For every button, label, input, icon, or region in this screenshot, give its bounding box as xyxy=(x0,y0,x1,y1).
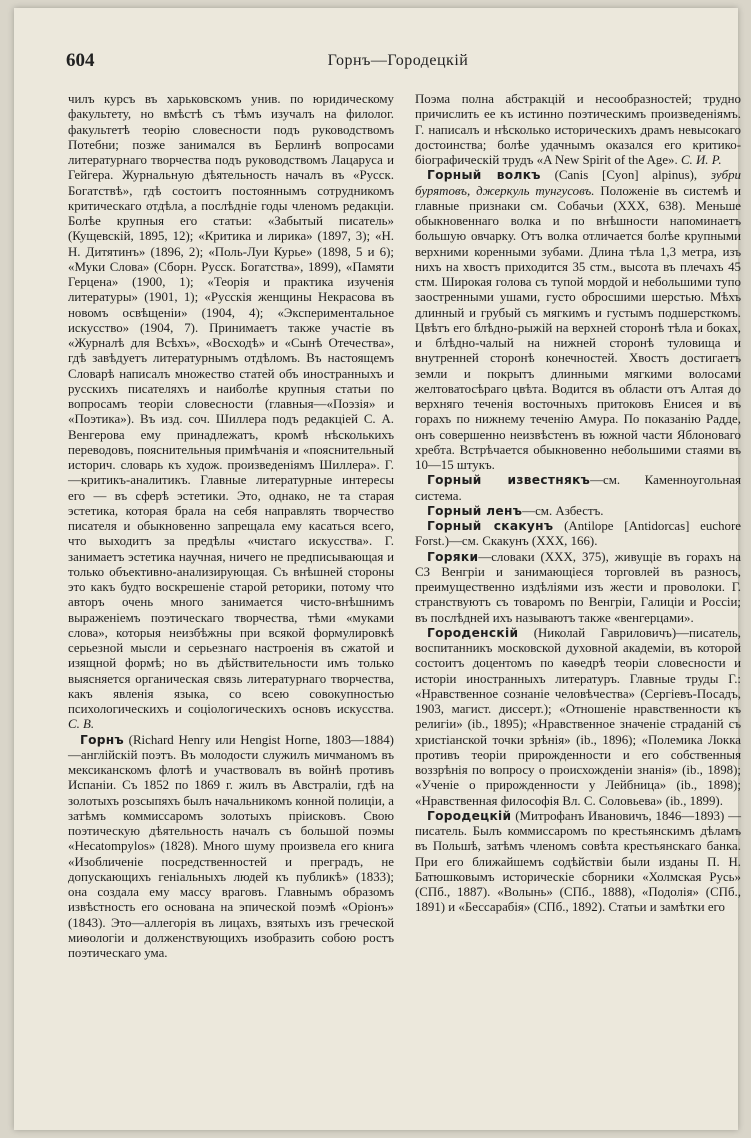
entry-gorodenskii xyxy=(415,626,741,809)
entry-text: —см. Каменноугольная система. xyxy=(415,473,741,503)
article-text: чилъ курсъ въ харьковскомъ унив. по юридическому факультету, но вмѣстѣ съ тѣмъ изучалъ на филолог. факультетѣ теорію словесности подъ руководствомъ Потебни; позже занимался въ Берлинѣ вопросами литературнаго творчества подъ руководствомъ Лацаруса и Гейгера. Журнальную дѣятельность началъ въ «Русск. Богатствѣ», гдѣ состоитъ постояннымъ сотрудникомъ критическаго отдѣла, а послѣдніе годы членомъ редакціи. Болѣе крупныя его статьи: «Забытый писатель» (Кущевскій, 1895, 12); «Критика и лирика» (1897, 3); «Н. Н. Дитятинъ» (1896, 2); «Поль-Луи Курье» (1898, 5 и 6); «Муки Слова» (Сборн. Русск. Богатства», 1899), «Памяти Герцена» (1900, 1); «Теорія и практика изученія литературы» (1901, 1); «Русскія женщины Некрасова въ новомъ освѣщеніи» (1904, 4); «Экспериментальное искусство» (1904, 7). Принимаетъ также участіе въ «Журналѣ для Всѣхъ», «Восходѣ» и «Сынѣ Отечества», гдѣ завѣдуетъ литературнымъ отдѣломъ. Въ настоящемъ Словарѣ написалъ множество статей объ иностранныхъ и русскихъ писателяхъ и наиболѣе крупныя статьи по вопросамъ теоріи словесности (главныя—«Поэзія» и «Поэтика»). Въ изд. соч. Шиллера подъ редакціей С. А. Венгерова ему принадлежатъ, кромѣ нѣсколькихъ переводовъ, пояснительныя примѣчанія и «пояснительный историч. словарь къ худож. произведеніямъ Шиллера». Г.—критикъ-аналитикъ. Главные литературные интересы его — въ сферѣ эстетики. Это, однако, не та старая эстетика, которая брала на себя направлять творчество писателя и обыкновенно запрещала ему касаться всего, что выходитъ за предѣлы «чистаго искусства». Г. занимаетъ эстетика научная, ничего не предписывающая и только объективно-анализирующая. Съ внѣшней стороны это какъ будто воскрешеніе старой реторики, потому что авторъ очень много занимается чисто-внѣшнимъ выраженіемъ поэтическаго творчества, тѣми «муками слова», которыя неизбѣжны при всякой формулировкѣ серьезной мысли и серьезнаго настроенія въ сжатой и изящной формѣ; но въ дѣйствительности имъ только выясняется органическая связь литературнаго творчества, какъ явленія языка, со всею совокупностью психологическихъ и соціологическихъ основъ искусства. xyxy=(68,92,394,716)
entry-gornyi-skakun xyxy=(415,519,741,550)
entry-gornyi-len xyxy=(415,504,741,519)
entry-text: Положеніе въ системѣ и главные признаки см. Собачьи (XXX, 638). Меньше обыкновеннаго волка и по внѣшности напоминаетъ большую овчарку. Отъ волка отличается болѣе крупными верхними коренными зубами. Длина тѣла 1,3 метра, изъ нихъ на хвостъ приходится 35 стм., высота въ плечахъ 45 стм. Широкая голова съ тупой мордой и небольшими тупо заостренными ушами, густо обросшими шерстью. Мѣхъ длинный и грубый съ мягкимъ и густымъ подшерсткомъ. Цвѣтъ его блѣдно-рыжій на верхней сторонѣ тѣла и боках, и блѣдно-чалый на нижней сторонѣ туловища и внутренней сторонѣ конечностей. Хвостъ достигаетъ земли и покрытъ длинными мягкими волосами желтоватосѣраго цвѣта. Водится въ области отъ Алтая до верхняго теченія восточныхъ притоковъ Енисея и въ горахъ по нижнему теченію Амура. По показанію Радде, онъ совершенно неизвѣстенъ въ южной части Яблоноваго хребта. Встрѣчается обыкновенно небольшими стаями въ 10—15 штукъ. xyxy=(415,183,741,472)
author-signature: С. В. xyxy=(68,717,95,732)
headword: Горный ленъ xyxy=(427,503,523,518)
author-signature: С. И. Р. xyxy=(680,153,722,167)
entry-text: —словаки (XXX, 375), живущіе въ горахъ на СЗ Венгріи и занимающіеся торговлей въ разносъ, преимущественно издѣліями изъ жести и проволоки. Г. странствуютъ съ товаромъ по Венгріи, Галиціи и Россіи; въ послѣдней ихъ называютъ также «венгерцами». xyxy=(415,549,741,625)
entry-gornyi-volk xyxy=(415,168,741,473)
headword: Горнъ xyxy=(80,732,124,747)
page-number: 604 xyxy=(66,50,95,71)
article-continuation xyxy=(415,92,741,168)
article-continuation xyxy=(68,92,394,733)
headword: Горяки xyxy=(427,549,479,564)
headword: Горный известнякъ xyxy=(427,473,591,488)
entry-gorn xyxy=(68,733,394,962)
entry-text: —см. Азбестъ. xyxy=(522,503,604,518)
entry-text: (Richard Henry или Hengist Horne, 1803—1884)—англійскій поэтъ. Въ молодости служилъ мичманомъ въ мексиканскомъ флотѣ и участвовалъ въ войнѣ противъ Испаніи. Съ 1852 по 1869 г. жилъ въ Австраліи, гдѣ на золотыхъ розсыпяхъ былъ начальникомъ конной полиціи, а затѣмъ коммиссаромъ золотыхъ пріисковъ. Свою поэтическую дѣятельность началъ съ большой поэмы «Hecatompylos» (1828). Много шуму произвела его книга «Изобличеніе посредственностей и преградъ, не допускающихъ геніальныхъ людей къ публикѣ» (1833); она создала ему массу враговъ. Главнымъ образомъ извѣстность его основана на эпической поэмѣ «Оріонъ» (1843). Это—аллегорія въ лицахъ, взятыхъ изъ греческой миѳологіи и долженствующихъ изобразить собою ростъ поэтическаго ума. xyxy=(68,732,394,960)
entry-text: (Antilope [Antidorcas] euchore Forst.)—см. Скакунъ (XXX, 166). xyxy=(415,519,741,549)
page-header xyxy=(66,50,730,76)
entry-gornyi-izvestniak xyxy=(415,473,741,504)
headword: Городецкій xyxy=(427,808,512,823)
right-column xyxy=(415,92,741,916)
latin-name: (Canis [Cyon] alpinus), xyxy=(554,168,698,183)
book-page xyxy=(14,8,741,1130)
headword: Городенскій xyxy=(427,625,519,640)
headword: Горный волкъ xyxy=(427,168,541,183)
entry-text: (Митрофанъ Ивановичъ, 1846—1893) — писатель. Былъ коммиссаромъ по крестьянскимъ дѣламъ въ Польшѣ, затѣмъ членомъ совѣта крестьянскаго банка. При его ближайшемъ содѣйствіи были изданы П. Н. Батюшковымъ историческіе сборники «Холмская Русь» (СПб., 1887). «Волынь» (СПб., 1888), «Подолія» (СПб., 1891) и «Бессарабія» (СПб., 1892). Статьи и замѣтки его xyxy=(415,808,741,915)
local-names: зубри бурятовъ, джеркуль тунгусовъ. xyxy=(415,168,741,198)
running-head: Горнъ—Городецкій xyxy=(327,52,469,69)
headword: Горный скакунъ xyxy=(427,519,554,533)
entry-gorodetskii xyxy=(415,809,741,916)
entry-goriaki xyxy=(415,550,741,626)
left-column xyxy=(68,92,394,961)
article-text: Поэма полна абстракцій и несообразностей; трудно причислить ее къ истинно поэтическимъ произведеніямъ. Г. написалъ и нѣсколько историческихъ драмъ невысокаго достоинства; болѣе удачнымъ оказался его критико-біографическій трудъ «A New Spirit of the Age». xyxy=(415,92,741,167)
entry-text: (Николай Гавриловичъ)—писатель, воспитанникъ московской духовной академіи, въ которой состоитъ доцентомъ по каѳедрѣ теоріи словесности и исторіи иностранныхъ литературъ. Главные труды Г.: «Нравственное сознаніе человѣчества» (Сергіевъ-Посадъ, 1903, магист. диссерт.); «Отношеніе нравственности къ религіи» (ib., 1895); «Нравственное значеніе страданій съ христіанской точки зрѣнія» (ib., 1896); «Полемика Локка противъ теоріи прирожденности и его собственныя воззрѣнія по вопросу о происхожденіи знанія» (ib., 1898); «Ученіе о прирожденности у Лейбница» (ib., 1898); «Нравственная философія Вл. С. Соловьева» (ib., 1899). xyxy=(415,625,741,808)
